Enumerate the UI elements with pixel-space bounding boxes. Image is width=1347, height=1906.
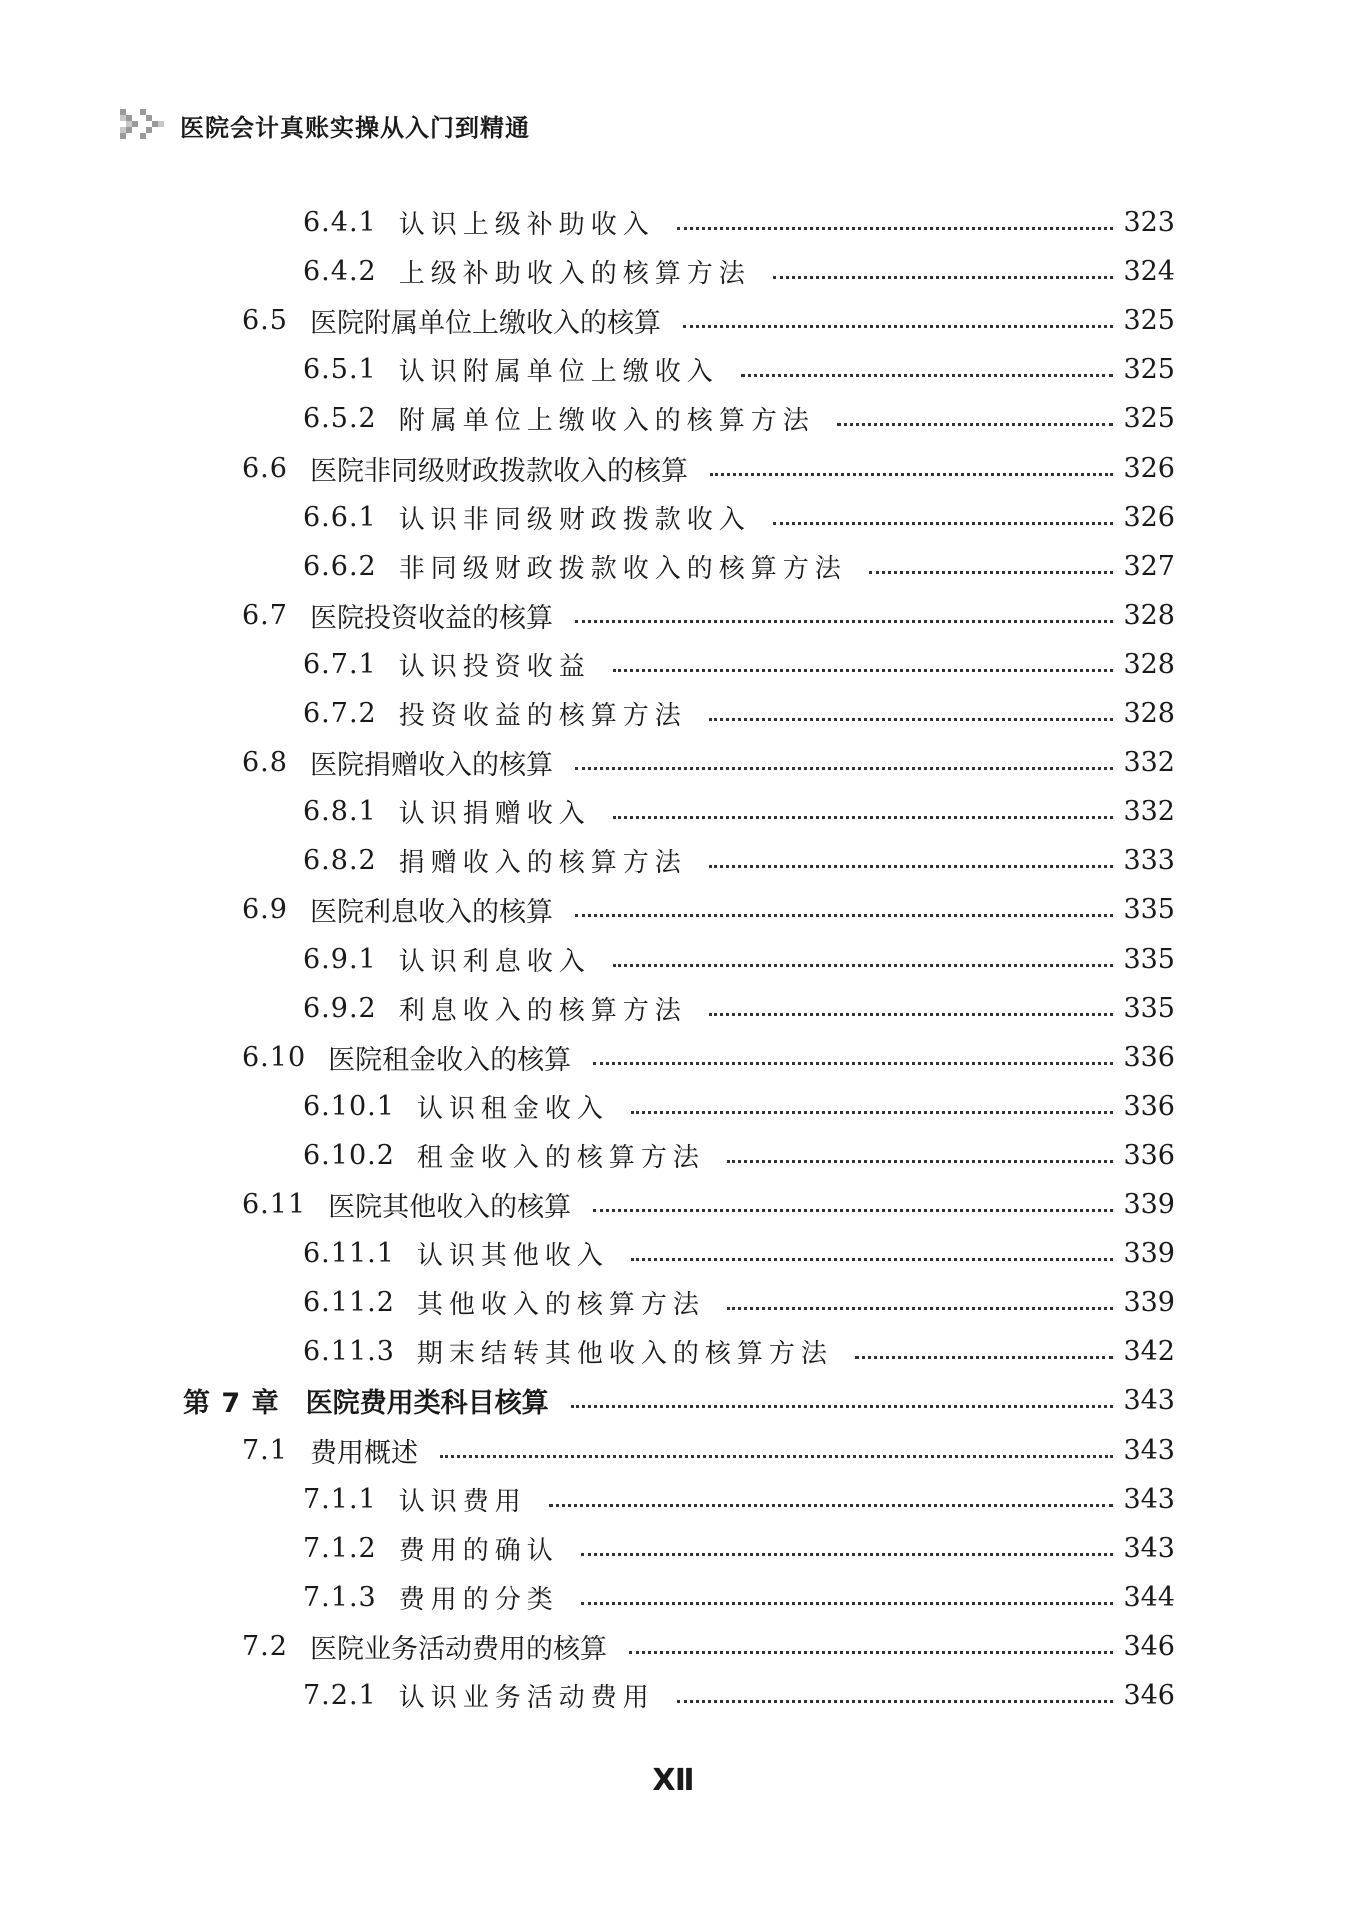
toc-entry-number: 6.11.3 [303,1336,395,1368]
toc-entry-title: 其他收入的核算方法 [416,1290,705,1321]
toc-entry-number: 6.9 [242,894,288,926]
toc-entry-number: 6.5 [242,305,288,337]
toc-entry-number: 6.5.2 [303,403,377,435]
toc-entry-number: 7.1 [242,1434,288,1466]
dot-leader [855,1356,1114,1359]
toc-entry [303,1671,1175,1720]
toc-entry-number: 6.6.1 [303,501,377,533]
toc-entry [242,1180,1175,1229]
toc-entry-title: 费用的确认 [398,1535,559,1566]
toc-entry-page: 332 [1123,796,1175,828]
dot-leader [773,276,1114,279]
dot-leader [869,571,1114,574]
toc-entry-page: 335 [1123,943,1175,975]
toc-entry-title: 医院业务活动费用的核算 [309,1633,607,1665]
toc-entry-number: 6.7.2 [303,698,377,729]
dot-leader [613,816,1114,819]
running-header [118,104,530,146]
toc-entry-title: 认识业务活动费用 [398,1683,655,1713]
toc-entry-number: 6.11.1 [303,1238,395,1270]
toc-entry-page: 328 [1123,648,1175,680]
toc-entry-page: 342 [1123,1336,1175,1368]
dot-leader [575,767,1114,770]
toc-entry [303,394,1175,443]
dot-leader [629,1651,1114,1654]
dot-leader [613,669,1114,672]
toc-entry [303,1573,1175,1622]
toc-entry-number: 6.9.2 [303,992,377,1024]
toc-entry-number: 7.2 [242,1630,288,1662]
toc-entry-page: 344 [1123,1581,1175,1613]
dot-leader [677,227,1114,230]
toc-entry-title: 认识附属单位上缴收入 [398,357,719,388]
dot-leader [709,865,1114,868]
toc-entry [303,1278,1175,1327]
toc-entry-number: 6.10 [242,1041,307,1073]
toc-entry-page: 335 [1123,894,1175,926]
toc-entry [242,296,1175,345]
toc-entry-page: 343 [1123,1483,1175,1515]
toc-entry-page: 343 [1123,1434,1175,1466]
toc-entry-title: 医院其他收入的核算 [328,1192,572,1223]
chevron-pixel-logo-icon [118,107,168,143]
toc-entry-title: 期末结转其他收入的核算方法 [416,1339,833,1370]
toc-entry [242,885,1175,934]
toc-entry-title: 上级补助收入的核算方法 [398,259,751,290]
toc-entry-number: 6.4.1 [303,207,377,238]
dot-leader [727,1307,1114,1310]
toc-entry-page: 343 [1123,1532,1175,1564]
toc-entry [303,1131,1175,1180]
toc-entry-number: 第 7 章 [183,1388,280,1420]
toc-entry [303,689,1175,738]
toc-entry-title: 认识投资收益 [398,651,591,682]
toc-entry-number: 6.8 [242,747,288,779]
toc-entry-number: 7.2.1 [303,1680,377,1711]
toc-entry [303,787,1175,836]
toc-entry-number: 6.7 [242,599,288,631]
toc-entry-number: 6.11.2 [303,1287,395,1319]
toc-entry-number: 6.11 [242,1189,307,1220]
toc-entry-page: 325 [1123,403,1175,435]
dot-leader [709,718,1114,721]
dot-leader [773,522,1114,525]
toc-entry-number: 7.1.3 [303,1581,377,1613]
toc-entry-title: 医院非同级财政拨款收入的核算 [309,455,688,487]
toc-entry-title: 认识非同级财政拨款收入 [398,504,751,535]
book-title: 医院会计真账实操从入门到精通 [180,113,530,142]
toc-entry-title: 认识捐赠收入 [398,799,591,830]
toc-entry [303,984,1175,1033]
toc-entry [303,640,1175,689]
toc-entry-page: 323 [1123,207,1175,238]
toc-entry-title: 医院费用类科目核算 [305,1388,549,1420]
toc-entry [303,247,1175,296]
toc-entry-page: 346 [1123,1680,1175,1711]
toc-entry-page: 335 [1123,992,1175,1024]
toc-entry-title: 医院捐赠收入的核算 [309,750,553,782]
toc-entry-title: 租金收入的核算方法 [416,1142,705,1173]
toc-entry-page: 328 [1123,698,1175,729]
toc-entry-number: 7.1.1 [303,1483,377,1515]
dot-leader [837,423,1114,426]
toc-entry-title: 医院投资收益的核算 [309,602,553,634]
dot-leader [593,1209,1113,1212]
toc-entry-title: 利息收入的核算方法 [398,995,687,1026]
dot-leader [741,374,1114,377]
toc-entry-page: 336 [1123,1041,1175,1073]
toc-entry-number: 6.8.2 [303,845,377,877]
toc-entry-number: 6.8.1 [303,796,377,828]
toc-entry-number: 6.5.1 [303,354,377,386]
toc-entry-title: 捐赠收入的核算方法 [398,848,687,879]
toc-entry-title: 非同级财政拨款收入的核算方法 [398,553,847,584]
toc-entry-title: 认识租金收入 [416,1093,609,1124]
toc-entry [303,1082,1175,1131]
toc-entry-number: 6.6.2 [303,550,377,582]
toc-entry-page: 332 [1123,747,1175,779]
toc-entry-page: 326 [1123,452,1175,484]
toc-entry-title: 附属单位上缴收入的核算方法 [398,406,815,437]
toc-entry-title: 认识其他收入 [416,1241,609,1272]
toc-entry-page: 339 [1123,1238,1175,1270]
toc-entry [242,1033,1175,1082]
dot-leader [613,964,1114,967]
toc-entry [242,1622,1175,1671]
toc-entry [303,836,1175,885]
toc-entry-number: 6.10.1 [303,1090,395,1122]
toc-entry [303,198,1175,247]
toc-entry [242,591,1175,640]
toc-entry-title: 医院利息收入的核算 [309,897,553,929]
toc-entry-number: 6.10.2 [303,1139,395,1171]
toc-entry-title: 医院租金收入的核算 [328,1044,572,1076]
toc-entry-title: 投资收益的核算方法 [398,701,687,731]
toc-entry-page: 339 [1123,1287,1175,1319]
toc-entry-page: 343 [1123,1385,1175,1417]
dot-leader [581,1553,1114,1556]
toc-entry-number: 6.4.2 [303,256,377,288]
toc-entry [303,935,1175,984]
toc-entry-page: 325 [1123,354,1175,386]
toc-entry-page: 324 [1123,256,1175,288]
toc-entry-page: 346 [1123,1630,1175,1662]
toc-entry [242,444,1175,493]
toc-entry-title: 认识利息收入 [398,946,591,977]
toc-entry [303,345,1175,394]
dot-leader [727,1160,1114,1163]
dot-leader [581,1602,1114,1605]
toc-entry-number: 7.1.2 [303,1532,377,1564]
toc-entry-title: 认识上级补助收入 [398,210,655,240]
page-folio: Ⅻ [652,1763,695,1798]
toc-entry-title: 认识费用 [398,1486,527,1517]
toc-entry [303,542,1175,591]
dot-leader [440,1455,1114,1458]
toc-entry [303,493,1175,542]
toc-entry [303,1327,1175,1376]
dot-leader [575,914,1114,917]
dot-leader [575,620,1114,623]
dot-leader [631,1111,1114,1114]
dot-leader [677,1700,1114,1703]
dot-leader [571,1405,1114,1408]
toc-entry-page: 325 [1123,305,1175,337]
toc-entry [183,1376,1175,1425]
toc-entry-number: 6.6 [242,452,288,484]
dot-leader [631,1258,1114,1261]
dot-leader [683,325,1114,328]
toc-entry-number: 6.7.1 [303,648,377,680]
toc-entry [242,738,1175,787]
toc-entry-page: 326 [1123,501,1175,533]
toc-entry [303,1524,1175,1573]
toc-entry [303,1475,1175,1524]
dot-leader [549,1504,1114,1507]
toc-entry-number: 6.9.1 [303,943,377,975]
toc-entry [242,1426,1175,1475]
dot-leader [709,1013,1114,1016]
toc-entry-page: 339 [1123,1189,1175,1220]
toc-entry-page: 327 [1123,550,1175,582]
dot-leader [710,473,1114,476]
toc-entry-page: 336 [1123,1090,1175,1122]
toc-entry-title: 医院附属单位上缴收入的核算 [309,308,661,340]
toc-entry-page: 333 [1123,845,1175,877]
toc-entry-page: 328 [1123,599,1175,631]
toc-entry-title: 费用的分类 [398,1584,559,1615]
toc-entry-page: 336 [1123,1139,1175,1171]
toc-entry [303,1229,1175,1278]
toc-entry-title: 费用概述 [309,1437,418,1469]
dot-leader [593,1062,1113,1065]
